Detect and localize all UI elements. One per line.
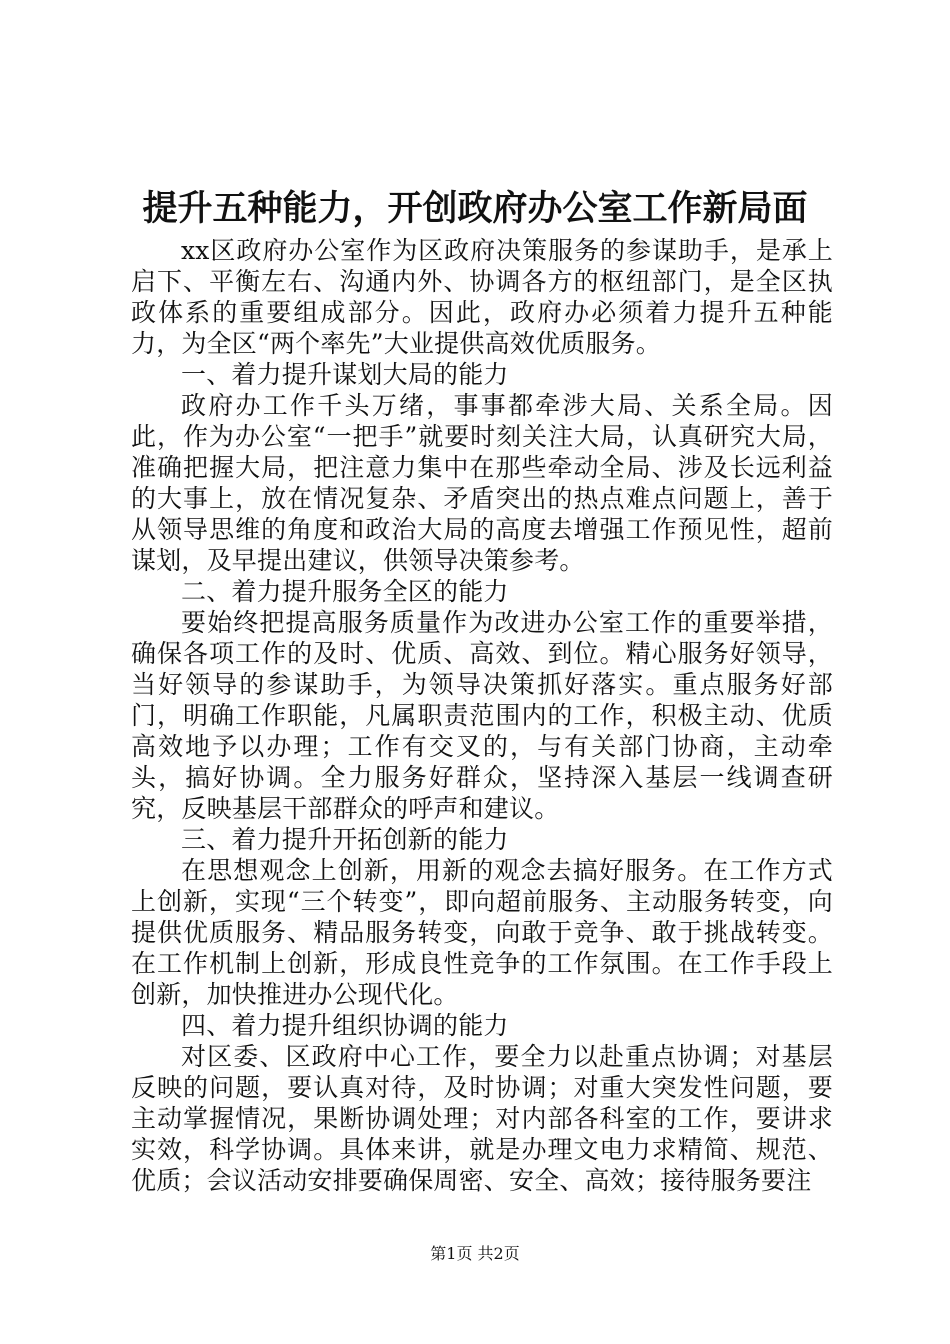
section-heading-4: 四、着力提升组织协调的能力 bbox=[181, 1011, 509, 1040]
section-heading-3: 三、着力提升开拓创新的能力 bbox=[181, 825, 509, 854]
page-total: 共2页 bbox=[477, 1244, 520, 1263]
section-paragraph-4: 对区委、区政府中心工作，要全力以赴重点协调；对基层反映的问题，要认真对待，及时协调；对重大突发性问题，要主动掌握情况，果断协调处理；对内部各科室的工作，要讲求实效，科学协调。具体来讲，就是办理文电力求精简、规范、优质；会议活动安排要确保周密、安全、高效；接待服务要注 bbox=[131, 1042, 833, 1195]
intro-paragraph: xx区政府办公室作为区政府决策服务的参谋助手，是承上启下、平衡左右、沟通内外、协调各方的枢纽部门，是全区执政体系的重要组成部分。因此，政府办必须着力提升五种能力，为全区“两个率先”大业提供高效优质服务。 bbox=[131, 236, 833, 358]
page-number: 第1页 bbox=[430, 1244, 473, 1263]
document-body bbox=[131, 235, 833, 1196]
section-paragraph-1: 政府办工作千头万绪，事事都牵涉大局、关系全局。因此，作为办公室“一把手”就要时刻关注大局，认真研究大局，准确把握大局，把注意力集中在那些牵动全局、涉及长远利益的大事上，放在情况复杂、矛盾突出的热点难点问题上，善于从领导思维的角度和政治大局的高度去增强工作预见性，超前谋划，及早提出建议，供领导决策参考。 bbox=[131, 391, 833, 575]
section-heading-1: 一、着力提升谋划大局的能力 bbox=[181, 360, 509, 389]
page-footer bbox=[0, 1243, 950, 1265]
section-heading-2: 二、着力提升服务全区的能力 bbox=[181, 577, 509, 606]
section-paragraph-3: 在思想观念上创新，用新的观念去搞好服务。在工作方式上创新，实现“三个转变”，即向超前服务、主动服务转变，向提供优质服务、精品服务转变，向敢于竞争、敢于挑战转变。在工作机制上创新，形成良性竞争的工作氛围。在工作手段上创新，加快推进办公现代化。 bbox=[131, 856, 833, 1009]
section-paragraph-2: 要始终把提高服务质量作为改进办公室工作的重要举措，确保各项工作的及时、优质、高效、到位。精心服务好领导，当好领导的参谋助手，为领导决策抓好落实。重点服务好部门，明确工作职能，凡属职责范围内的工作，积极主动、优质高效地予以办理；工作有交叉的，与有关部门协商，主动牵头，搞好协调。全力服务好群众，坚持深入基层一线调查研究，反映基层干部群众的呼声和建议。 bbox=[131, 608, 833, 823]
document-title: 提升五种能力，开创政府办公室工作新局面 bbox=[142, 188, 808, 229]
